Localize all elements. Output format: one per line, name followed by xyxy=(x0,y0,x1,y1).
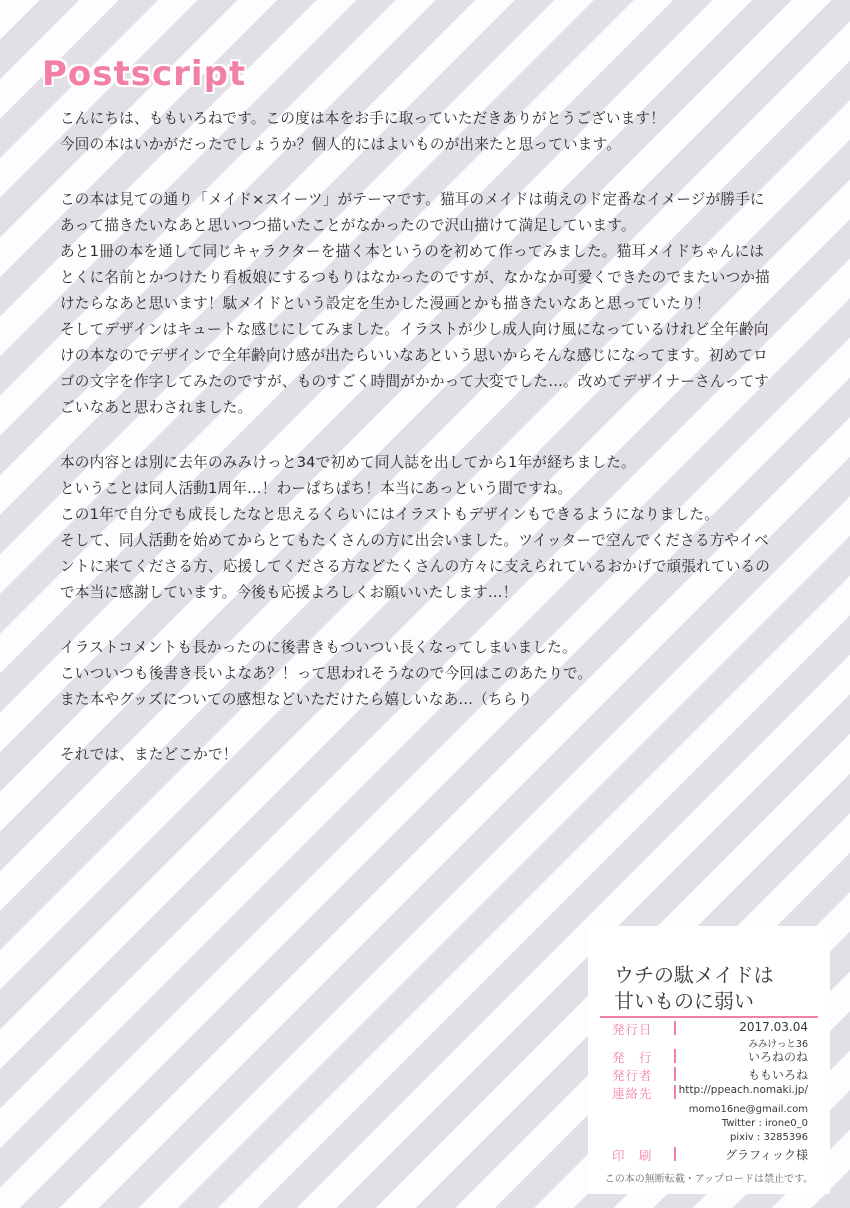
colophon-divider xyxy=(600,1016,818,1018)
text-line: そしてデザインはキュートな感じにしてみました。イラストが少し成人向け風になっているけれど全年齢向 xyxy=(60,321,769,338)
text-line: 今回の本はいかがだったでしょうか？個人的にはよいものが出来たと思っています。 xyxy=(60,136,621,153)
text-line: そして、同人活動を始めてからとてもたくさんの方に出会いました。ツイッターで空んでくださる方やイベ xyxy=(60,532,769,549)
text-line: ントに来てくださる方、応援してくださる方などたくさんの方々に支えられているおかげで頑張れているの xyxy=(60,558,771,575)
contact-email: momo16ne@gmail.com xyxy=(688,1104,808,1115)
paragraph-theme xyxy=(60,187,780,421)
contact-url: http://ppeach.nomaki.jp/ xyxy=(678,1084,808,1096)
colophon-value: グラフィック様 xyxy=(724,1148,808,1162)
text-line: この1年で自分でも成長したなと思えるくらいにはイラストもデザインもできるようになりました。 xyxy=(60,506,719,523)
text-line: ゴの文字を作字してみたのですが、ものすごく時間がかかって大変でした…。改めてデザイナーさんってす xyxy=(60,373,770,390)
text-line: それでは、またどこかで！ xyxy=(60,746,238,763)
text-line: こんにちは、ももいろねです。この度は本をお手に取っていただきありがとうございます！ xyxy=(60,110,666,127)
text-line: あって描きたいなあと思いつつ描いたことがなかったので沢山描けて満足しています。 xyxy=(60,217,636,234)
paragraph-closing xyxy=(60,635,780,713)
colophon-box xyxy=(588,926,830,1194)
book-title-line: ウチの駄メイドは xyxy=(614,963,774,987)
page-title: Postscript xyxy=(42,54,247,94)
text-line: ということは同人活動1周年…！わーぱちぱち！本当にあっという間ですね。 xyxy=(60,480,573,497)
text-line: とくに名前とかつけたり看板娘にするつもりはなかったのですが、なかなか可愛くできたのでまたいつか描 xyxy=(60,269,770,286)
colophon-separator xyxy=(674,1049,676,1063)
colophon-label: 連絡先 xyxy=(612,1086,653,1101)
text-line: 本の内容とは別に去年のみみけっと34で初めて同人誌を出してから1年が経ちました。 xyxy=(60,454,636,471)
colophon-row-contact xyxy=(612,1084,808,1102)
text-line: ごいなあと思わされました。 xyxy=(60,399,253,416)
colophon-label: 発行日 xyxy=(612,1022,653,1037)
text-line: イラストコメントも長かったのに後書きもついつい長くなってしまいました。 xyxy=(60,639,577,656)
colophon-separator xyxy=(674,1085,676,1099)
text-line: で本当に感謝しています。今後も応援よろしくお願いいたします…！ xyxy=(60,584,518,601)
colophon-row-publisher xyxy=(612,1066,808,1084)
colophon-label: 印 刷 xyxy=(612,1148,653,1163)
colophon-separator xyxy=(674,1147,676,1161)
colophon-row-print xyxy=(612,1146,808,1164)
paragraph-greeting xyxy=(60,106,780,158)
colophon-row-issuer xyxy=(612,1048,808,1066)
text-line: あと1冊の本を通して同じキャラクターを描く本というのを初めて作ってみました。猫耳メイドちゃんには xyxy=(60,243,765,260)
colophon-value: いろねのね xyxy=(747,1050,808,1064)
colophon-row-date xyxy=(612,1020,808,1050)
postscript-body xyxy=(60,106,780,797)
paragraph-anniversary xyxy=(60,450,780,606)
contact-pixiv: pixiv : 3285396 xyxy=(729,1132,808,1143)
copyright-notice: この本の無断転載・アップロードは禁止です。 xyxy=(604,1174,814,1185)
text-line: こいついつも後書き長いよなあ？！って思われそうなので今回はこのあたりで。 xyxy=(60,665,593,682)
text-line: この本は見ての通り「メイド×スイーツ」がテーマです。猫耳のメイドは萌えのド定番なイメージが勝手に xyxy=(60,191,765,208)
colophon-label: 発 行 xyxy=(612,1050,653,1065)
colophon-value: ももいろね xyxy=(747,1068,808,1082)
text-line: また本やグッズについての感想などいただけたら嬉しいなあ…（ちらり xyxy=(60,691,533,708)
book-title xyxy=(614,962,824,1014)
event-name: みみけっと36 xyxy=(748,1039,808,1050)
text-line: けの本なのでデザインで全年齢向け感が出たらいいなあという思いからそんな感じになってます。初めてロ xyxy=(60,347,768,364)
paragraph-farewell xyxy=(60,742,780,768)
contact-twitter: Twitter : irone0_0 xyxy=(721,1118,808,1129)
colophon-separator xyxy=(674,1021,676,1035)
colophon-separator xyxy=(674,1067,676,1081)
book-title-line: 甘いものに弱い xyxy=(614,989,754,1013)
colophon-value: 2017.03.04 xyxy=(739,1020,808,1034)
colophon-label: 発行者 xyxy=(612,1068,653,1083)
text-line: けたらなあと思います！駄メイドという設定を生かした漫画とかも描きたいなあと思っていたり！ xyxy=(60,295,711,312)
